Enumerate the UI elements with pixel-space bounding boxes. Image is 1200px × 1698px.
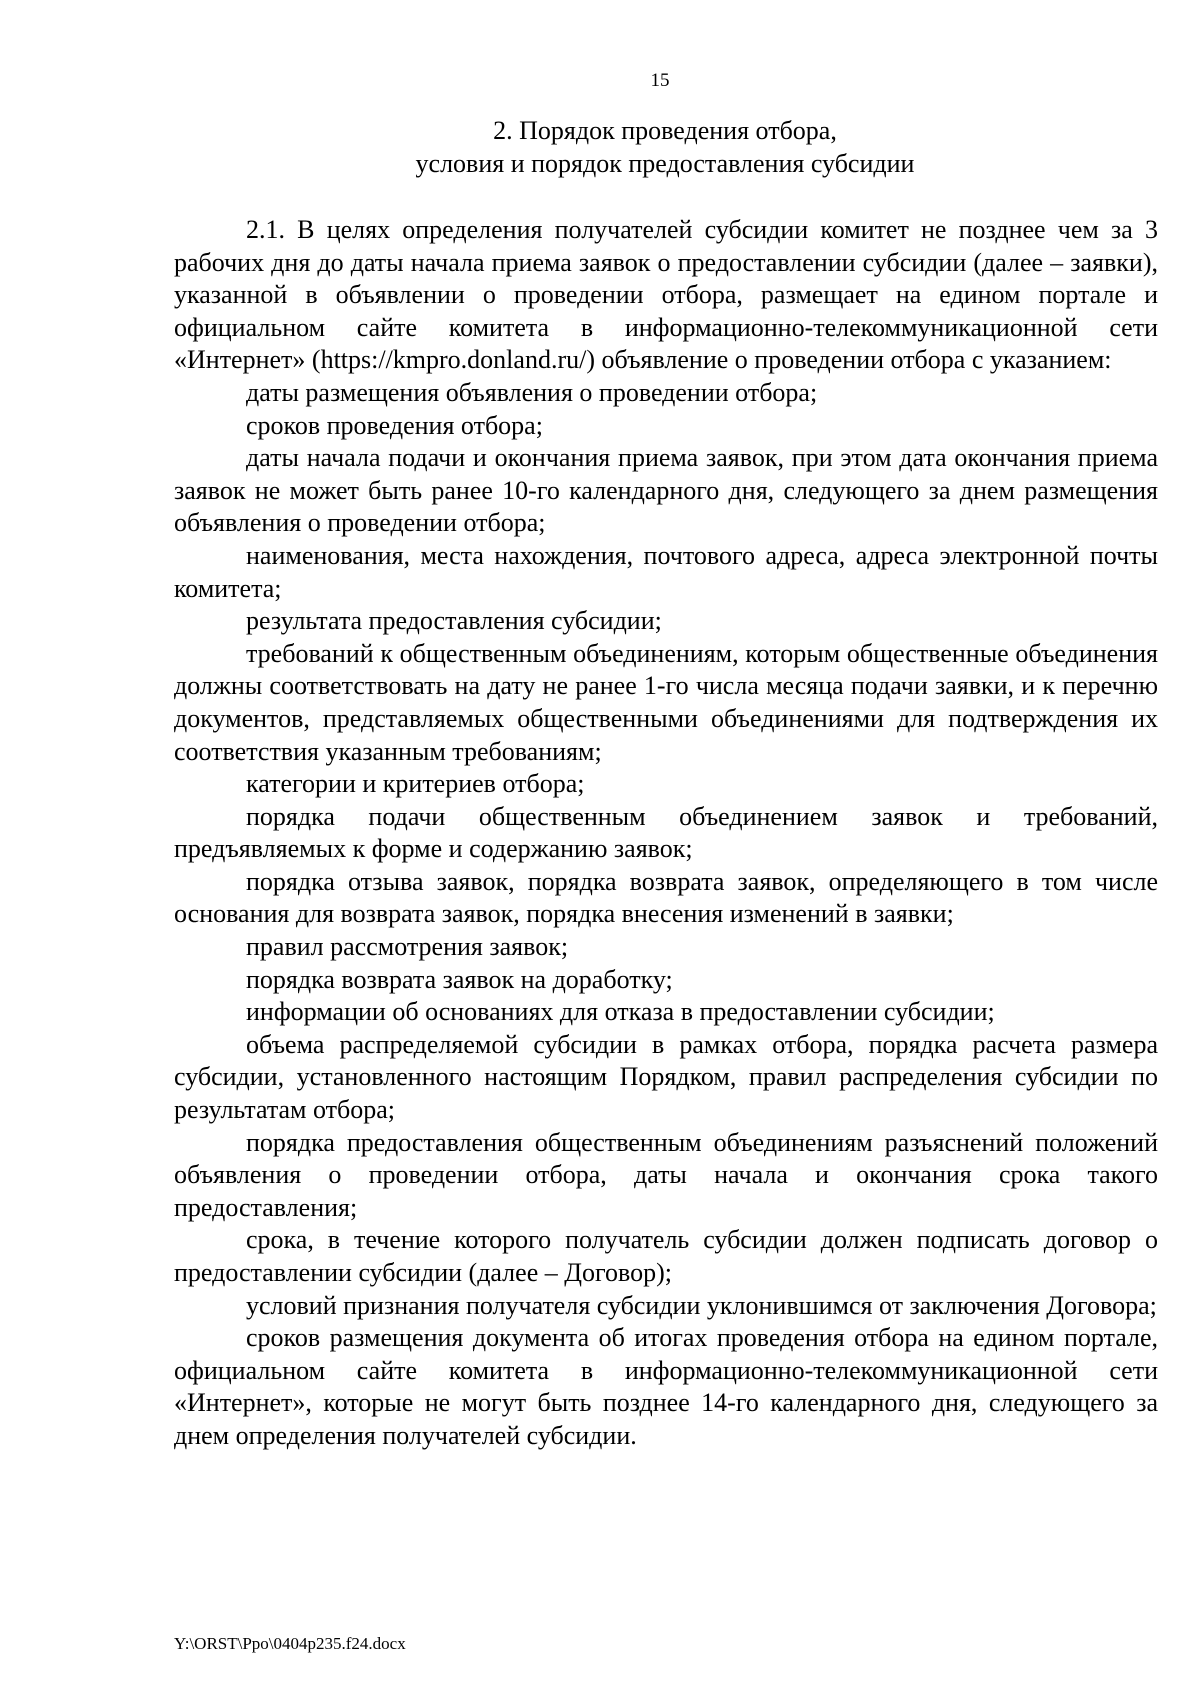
page-number: 15 xyxy=(650,70,670,91)
section-title xyxy=(175,114,1155,180)
paragraph: даты размещения объявления о проведении отбора; xyxy=(246,377,818,407)
paragraph: результата предоставления субсидии; xyxy=(246,606,662,636)
paragraph: даты начала подачи и окончания приема заявок, при этом дата окончания приема заявок не может быть ранее 10-го календарного дня, следующего за днем размещения объявления о проведении отбора; xyxy=(174,443,1158,538)
paragraph: правил рассмотрения заявок; xyxy=(246,932,569,962)
footer-file-path: Y:\ORST\Ppo\0404p235.f24.docx xyxy=(174,1634,406,1653)
section-title-line-1: 2. Порядок проведения отбора, xyxy=(493,116,837,145)
paragraph: порядка возврата заявок на доработку; xyxy=(246,964,673,994)
document-body xyxy=(174,214,1158,1453)
section-title-line-2: условия и порядок предоставления субсидии xyxy=(415,149,915,178)
paragraph: информации об основаниях для отказа в предоставлении субсидии; xyxy=(246,997,995,1027)
paragraph: условий признания получателя субсидии уклонившимся от заключения Договора; xyxy=(246,1290,1157,1320)
paragraph: требований к общественным объединениям, которым общественные объединения должны соответствовать на дату не ранее 1-го числа месяца подачи заявки, и к перечню документов, представляемых общественными объединениями для подтверждения их соответствия указанным требованиям; xyxy=(174,638,1158,766)
paragraph: наименования, места нахождения, почтового адреса, адреса электронной почты комитета; xyxy=(174,540,1158,603)
paragraph: объема распределяемой субсидии в рамках отбора, порядка расчета размера субсидии, установленного настоящим Порядком, правил распределения субсидии по результатам отбора; xyxy=(174,1029,1158,1125)
paragraph: сроков проведения отбора; xyxy=(246,410,543,440)
paragraph: порядка предоставления общественным объединениям разъяснений положений объявления о проведении отбора, даты начала и окончания срока такого предоставления; xyxy=(174,1127,1158,1222)
paragraph: сроков размещения документа об итогах проведения отбора на едином портале, официальном сайте комитета в информационно-телекоммуникационной сети «Интернет», которые не могут быть позднее 14-го календарного дня, следующего за днем определения получателей субсидии. xyxy=(174,1323,1158,1450)
paragraph: порядка подачи общественным объединением заявок и требований, предъявляемых к форме и содержанию заявок; xyxy=(174,801,1158,864)
paragraph: 2.1. В целях определения получателей субсидии комитет не позднее чем за 3 рабочих дня до даты начала приема заявок о предоставлении субсидии (далее – заявки), указанной в объявлении о проведении отбора, размещает на едином портале и официальном сайте комитета в информационно-телекоммуникационной сети «Интернет» (https://kmpro.donland.ru/) объявление о проведении отбора с указанием: xyxy=(174,215,1158,375)
paragraph: срока, в течение которого получатель субсидии должен подписать договор о предоставлении субсидии (далее – Договор); xyxy=(174,1225,1158,1287)
paragraph: порядка отзыва заявок, порядка возврата заявок, определяющего в том числе основания для возврата заявок, порядка внесения изменений в заявки; xyxy=(174,866,1158,929)
paragraph: категории и критериев отбора; xyxy=(246,769,585,799)
